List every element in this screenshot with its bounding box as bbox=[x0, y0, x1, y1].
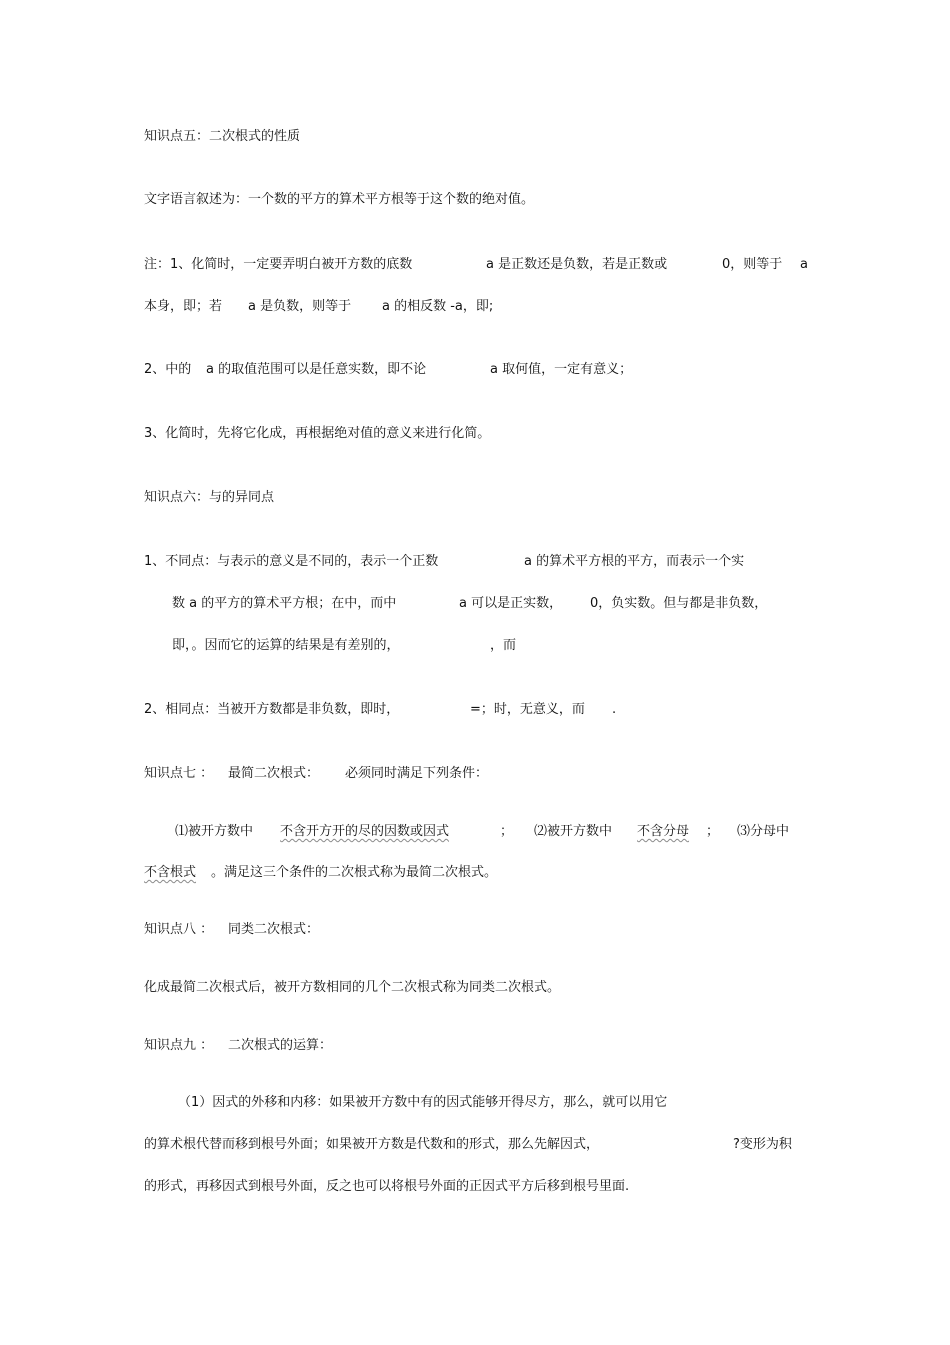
note-text: 本身，即；若 bbox=[144, 299, 223, 314]
condition-1-answer: 不含开方开的尽的因数或因式 bbox=[280, 824, 450, 839]
note-text: a 是负数，则等于 bbox=[248, 299, 352, 314]
paragraph-text: ?变形为积 bbox=[733, 1137, 792, 1152]
note-text: a 是正数还是负数，若是正数或 bbox=[486, 257, 668, 272]
heading-point-9-title: 二次根式的运算： bbox=[228, 1038, 333, 1053]
paragraph-text: 的算术根代替而移到根号外面；如果被开方数是代数和的形式，那么先解因式， bbox=[144, 1137, 600, 1152]
paragraph-text: a 可以是正实数， bbox=[459, 596, 563, 611]
note-text: a 的取值范围可以是任意实数，即不论 bbox=[206, 362, 427, 377]
paragraph-text: ，而 bbox=[490, 638, 517, 653]
condition-3-label: ⑶分母中 bbox=[737, 824, 790, 839]
note-text: a bbox=[800, 257, 808, 272]
note-text: 3、化简时，先将它化成，再根据绝对值的意义来进行化简。 bbox=[144, 426, 491, 441]
heading-point-8-title: 同类二次根式： bbox=[228, 922, 320, 937]
paragraph-text: 即，。因而它的运算的结果是有差别的， bbox=[172, 638, 400, 653]
paragraph-text: 的形式，再移因式到根号外面，反之也可以将根号外面的正因式平方后移到根号里面. bbox=[144, 1179, 630, 1194]
paragraph-text: . bbox=[612, 702, 617, 717]
paragraph-text: 数 a 的平方的算术平方根；在中，而中 bbox=[172, 596, 397, 611]
paragraph-text: =；时，无意义，而 bbox=[470, 702, 585, 717]
paragraph-text: 1、不同点：与表示的意义是不同的，表示一个正数 bbox=[144, 554, 439, 569]
paragraph-text: 化成最简二次根式后，被开方数相同的几个二次根式称为同类二次根式。 bbox=[144, 980, 561, 995]
paragraph-text: 0，负实数。但与都是非负数， bbox=[590, 596, 768, 611]
note-text: a 取何值，一定有意义； bbox=[490, 362, 633, 377]
note-text: a 的相反数 -a，即; bbox=[382, 299, 494, 314]
paragraph-text: 文字语言叙述为：一个数的平方的算术平方根等于这个数的绝对值。 bbox=[144, 192, 535, 207]
separator-text: ； bbox=[706, 824, 720, 839]
paragraph-text: 2、相同点：当被开方数都是非负数，即时， bbox=[144, 702, 400, 717]
heading-point-9: 知识点九 ： bbox=[144, 1038, 214, 1053]
condition-3-answer: 不含根式 bbox=[144, 865, 197, 880]
heading-point-6: 知识点六：与的异同点 bbox=[144, 490, 275, 505]
separator-text: ； bbox=[500, 824, 514, 839]
note-text: 2、中的 bbox=[144, 362, 192, 377]
condition-2-label: ⑵被开方数中 bbox=[534, 824, 613, 839]
heading-point-7-title: 最简二次根式： bbox=[228, 766, 320, 781]
note-text: 注：1、化简时，一定要弄明白被开方数的底数 bbox=[144, 257, 413, 272]
condition-2-answer: 不含分母 bbox=[637, 824, 690, 839]
paragraph-text: （1）因式的外移和内移：如果被开方数中有的因式能够开得尽方，那么，就可以用它 bbox=[178, 1095, 668, 1110]
heading-point-5: 知识点五：二次根式的性质 bbox=[144, 129, 301, 144]
heading-point-8: 知识点八 ： bbox=[144, 922, 214, 937]
note-text: 0，则等于 bbox=[722, 257, 783, 272]
condition-1-label: ⑴被开方数中 bbox=[175, 824, 254, 839]
heading-point-7: 知识点七 ： bbox=[144, 766, 214, 781]
paragraph-text: 必须同时满足下列条件： bbox=[345, 766, 489, 781]
paragraph-text: a 的算术平方根的平方，而表示一个实 bbox=[524, 554, 745, 569]
paragraph-text: 。满足这三个条件的二次根式称为最简二次根式。 bbox=[211, 865, 498, 880]
